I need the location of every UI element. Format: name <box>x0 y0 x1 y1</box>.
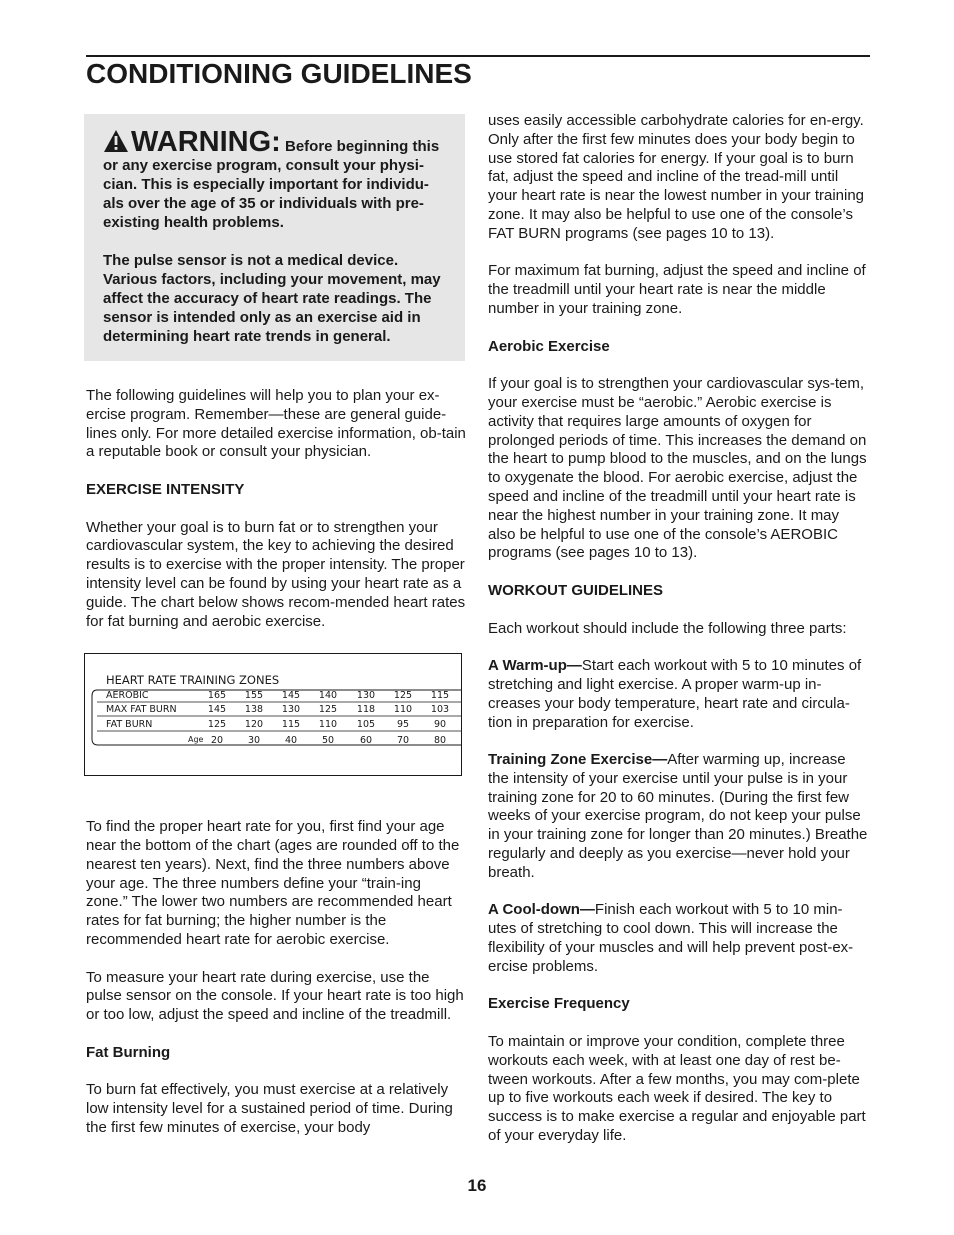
table-cell: 130 <box>356 690 376 701</box>
table-cell: 130 <box>281 704 301 715</box>
intensity-paragraph: Whether your goal is to burn fat or to strengthen your cardiovascular system, the key to achieving the desired results is to exercise with the proper intensity. The proper intensity level can be found by using your heart rate as a guide. The chart below shows recom-mended heart rates for fat burning and aerobic exercise. <box>86 518 466 630</box>
heart-rate-table <box>84 653 462 776</box>
fat-burning-heading: Fat Burning <box>86 1043 171 1061</box>
hr-table-title: HEART RATE TRAINING ZONES <box>106 673 280 687</box>
age-cell: 40 <box>284 735 298 746</box>
table-cell: 145 <box>207 704 227 715</box>
table-cell: 105 <box>356 719 376 730</box>
age-cell: 20 <box>210 735 224 746</box>
age-cell: 70 <box>396 735 410 746</box>
table-cell: 125 <box>207 719 227 730</box>
cooldown-paragraph <box>488 901 868 976</box>
exercise-intensity-heading: EXERCISE INTENSITY <box>86 480 245 498</box>
table-cell: 115 <box>281 719 301 730</box>
fat-burning-continued: uses easily accessible carbohydrate calories for en-ergy. Only after the first few minutes does your body begin to use stored fat calories for energy. If your goal is to burn fat, adjust the speed and incline of the tread-mill until your heart rate is near the lowest number in your training zone. It may also be helpful to use one of the console’s FAT BURN programs (see pages 10 to 13). <box>488 112 865 242</box>
row-label-max-fat-burn: MAX FAT BURN <box>106 704 177 715</box>
row-label-fat-burn: FAT BURN <box>106 719 153 730</box>
table-cell: 125 <box>393 690 413 701</box>
warning-icon <box>103 129 129 153</box>
age-cell: 80 <box>433 735 447 746</box>
table-cell: 138 <box>244 704 264 715</box>
training-zone-paragraph <box>488 751 868 883</box>
table-cell: 140 <box>318 690 338 701</box>
warmup-text: Start each workout with 5 to 10 minutes of stretching and light exercise. A proper warm-up in-creases your body temperature, heart rate and circula-tion in preparation for exercise. <box>488 657 862 731</box>
table-cell: 103 <box>430 704 450 715</box>
training-zone-lead: Training Zone Exercise— <box>488 751 668 769</box>
warning-text: Before beginning this or any exercise program, consult your physi-cian. This is especially important for individu-als over the age of 35 or individuals with pre-existing health problems. <box>103 138 440 231</box>
warning-box <box>84 114 465 361</box>
find-rate-paragraph: To find the proper heart rate for you, first find your age near the bottom of the chart (ages are rounded off to the nearest ten years). Next, find the three numbers above your age. The three numbers define your “train-ing zone.” The lower two numbers are recommended heart rates for fat burning; the higher number is the recommended heart rate for aerobic exercise. <box>86 818 460 948</box>
warning-label: WARNING: <box>131 126 281 158</box>
row-label-aerobic: AEROBIC <box>106 690 149 701</box>
table-cell: 90 <box>433 719 447 730</box>
age-cell: 60 <box>359 735 373 746</box>
exercise-frequency-heading: Exercise Frequency <box>488 995 630 1013</box>
page-title: CONDITIONING GUIDELINES <box>86 58 472 89</box>
age-cell: 50 <box>321 735 335 746</box>
table-cell: 95 <box>396 719 410 730</box>
warmup-lead: A Warm-up— <box>488 657 582 675</box>
right-column <box>488 112 868 1165</box>
table-cell: 115 <box>430 690 450 701</box>
age-label: Age <box>188 735 204 744</box>
aerobic-paragraph: If your goal is to strengthen your cardiovascular sys-tem, your exercise must be “aerobic.” Aerobic exercise is activity that requires large amounts of oxygen for prolonged periods of time. This increases the demand on the heart to pump blood to the muscles, and on the lungs to oxygenate the blood. For aerobic exercise, adjust the speed and incline of the treadmill until your heart rate is near the highest number in your training zone. It may also be helpful to use one of the console’s AEROBIC programs (see pages 10 to 13). <box>488 375 867 562</box>
frequency-paragraph: To maintain or improve your condition, complete three workouts each week, with at least one day of rest be-tween workouts. After a few months, you may com-plete up to five workouts each week if desired. The key to success is to make exercise a regular and enjoyable part of your everyday life. <box>488 1033 866 1145</box>
table-cell: 110 <box>318 719 338 730</box>
header-rule <box>86 55 870 57</box>
fat-burning-paragraph: To burn fat effectively, you must exercise at a relatively low intensity level for a sustained period of time. During the first few minutes of exercise, your body <box>86 1081 453 1136</box>
pulse-sensor-note: The pulse sensor is not a medical device. Various factors, including your movement, may affect the accuracy of heart rate readings. The sensor is intended only as an exercise aid in determining heart rate trends in general. <box>103 252 441 345</box>
table-cell: 110 <box>393 704 413 715</box>
cooldown-text: Finish each workout with 5 to 10 min-utes of stretching to cool down. This will increase the flexibility of your muscles and will help prevent post-ex-ercise problems. <box>488 901 854 975</box>
cooldown-lead: A Cool-down— <box>488 901 595 919</box>
table-cell: 120 <box>244 719 264 730</box>
table-cell: 165 <box>207 690 227 701</box>
table-cell: 145 <box>281 690 301 701</box>
page-number: 16 <box>467 1176 487 1195</box>
max-fat-paragraph: For maximum fat burning, adjust the speed and incline of the treadmill until your heart rate is near the middle number in your training zone. <box>488 262 866 317</box>
table-cell: 125 <box>318 704 338 715</box>
workout-guidelines-heading: WORKOUT GUIDELINES <box>488 581 663 599</box>
table-cell: 118 <box>356 704 376 715</box>
measure-rate-paragraph: To measure your heart rate during exercise, use the pulse sensor on the console. If your heart rate is too high or too low, adjust the speed and incline of the treadmill. <box>86 968 464 1024</box>
intro-paragraph: The following guidelines will help you to plan your ex-ercise program. Remember—these are general guide-lines only. For more detailed exercise information, ob-tain a reputable book or consult your physician. <box>86 387 466 461</box>
training-zone-text: After warming up, increase the intensity of your exercise until your pulse is in your training zone for 20 to 60 minutes. (During the first few weeks of your exercise program, do not keep your pulse in your training zone for longer than 20 minutes.) Breathe regularly and deeply as you exercise—never hold your breath. <box>488 751 868 881</box>
table-cell: 155 <box>244 690 264 701</box>
workout-intro: Each workout should include the following three parts: <box>488 619 847 637</box>
age-cell: 30 <box>247 735 261 746</box>
aerobic-heading: Aerobic Exercise <box>488 337 610 355</box>
warmup-paragraph <box>488 657 868 732</box>
